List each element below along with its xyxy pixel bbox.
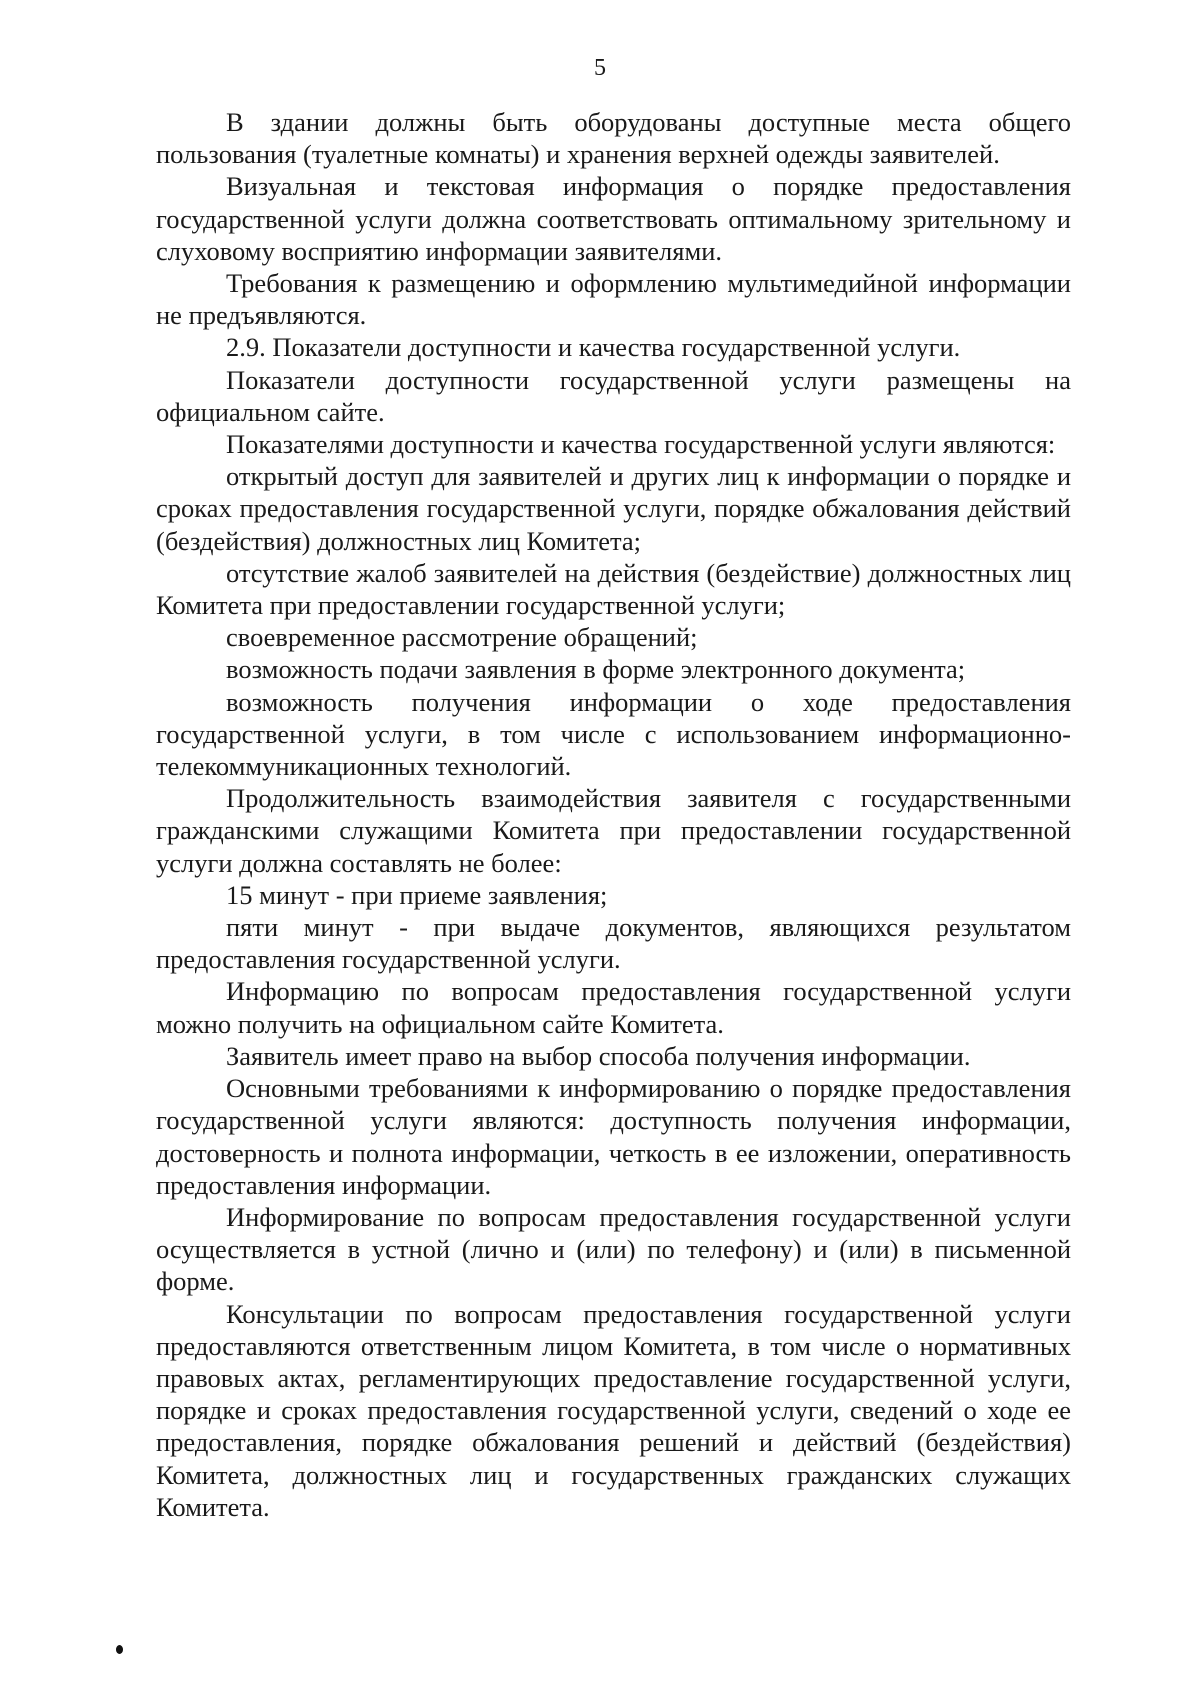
list-item: пяти минут - при выдаче документов, являющихся результатом предоставления государственной услуги.: [156, 912, 1071, 975]
list-item: возможность подачи заявления в форме электронного документа;: [226, 654, 966, 685]
section-heading: 2.9. Показатели доступности и качества государственной услуги.: [226, 332, 961, 363]
paragraph: Визуальная и текстовая информация о порядке предоставления государственной услуги должна соответствовать оптимальному зрительному и слуховому восприятию информации заявителями.: [156, 171, 1071, 266]
page-number: 5: [594, 55, 606, 81]
paragraph: Продолжительность взаимодействия заявителя с государственными гражданскими служащими Комитета при предоставлении государственной услуги должна составлять не более:: [156, 783, 1071, 878]
list-item: возможность получения информации о ходе предоставления государственной услуги, в том числе с использованием информационно-телекоммуникационных технологий.: [156, 686, 1071, 782]
paragraph: В здании должны быть оборудованы доступные места общего пользования (туалетные комнаты) и хранения верхней одежды заявителей.: [156, 107, 1071, 170]
paragraph: Консультации по вопросам предоставления государственной услуги предоставляются ответственным лицом Комитета, в том числе о нормативных правовых актах, регламентирующих предоставление государственной услуги, порядке и сроках предоставления государственной услуги, сведений о ходе ее предоставления, порядке обжалования решений и действий (бездействия) Комитета, должностных лиц и государственных гражданских служащих Комитета.: [156, 1298, 1071, 1522]
list-item: открытый доступ для заявителей и других лиц к информации о порядке и сроках предоставления государственной услуги, порядке обжалования действий (бездействия) должностных лиц Комитета;: [156, 461, 1071, 556]
document-body: [156, 106, 1071, 1523]
paragraph: Требования к размещению и оформлению мультимедийной информации не предъявляются.: [156, 268, 1071, 331]
list-item: 15 минут - при приеме заявления;: [226, 879, 608, 910]
list-item: своевременное рассмотрение обращений;: [226, 622, 698, 653]
list-item: отсутствие жалоб заявителей на действия (бездействие) должностных лиц Комитета при предоставлении государственной услуги;: [156, 557, 1071, 621]
paragraph: Информацию по вопросам предоставления государственной услуги можно получить на официальном сайте Комитета.: [156, 976, 1071, 1039]
paragraph: Информирование по вопросам предоставления государственной услуги осуществляется в устной (лично и (или) по телефону) и (или) в письменной форме.: [156, 1201, 1071, 1297]
paragraph: Показатели доступности государственной услуги размещены на официальном сайте.: [156, 364, 1071, 427]
paragraph: Показателями доступности и качества государственной услуги являются:: [226, 429, 1056, 460]
scan-speck-mark: [116, 1645, 123, 1654]
paragraph: Основными требованиями к информированию о порядке предоставления государственной услуги являются: доступность получения информации, достоверность и полнота информации, четкость в ее изложении, оперативность предоставления информации.: [156, 1073, 1071, 1200]
paragraph: Заявитель имеет право на выбор способа получения информации.: [226, 1040, 971, 1071]
